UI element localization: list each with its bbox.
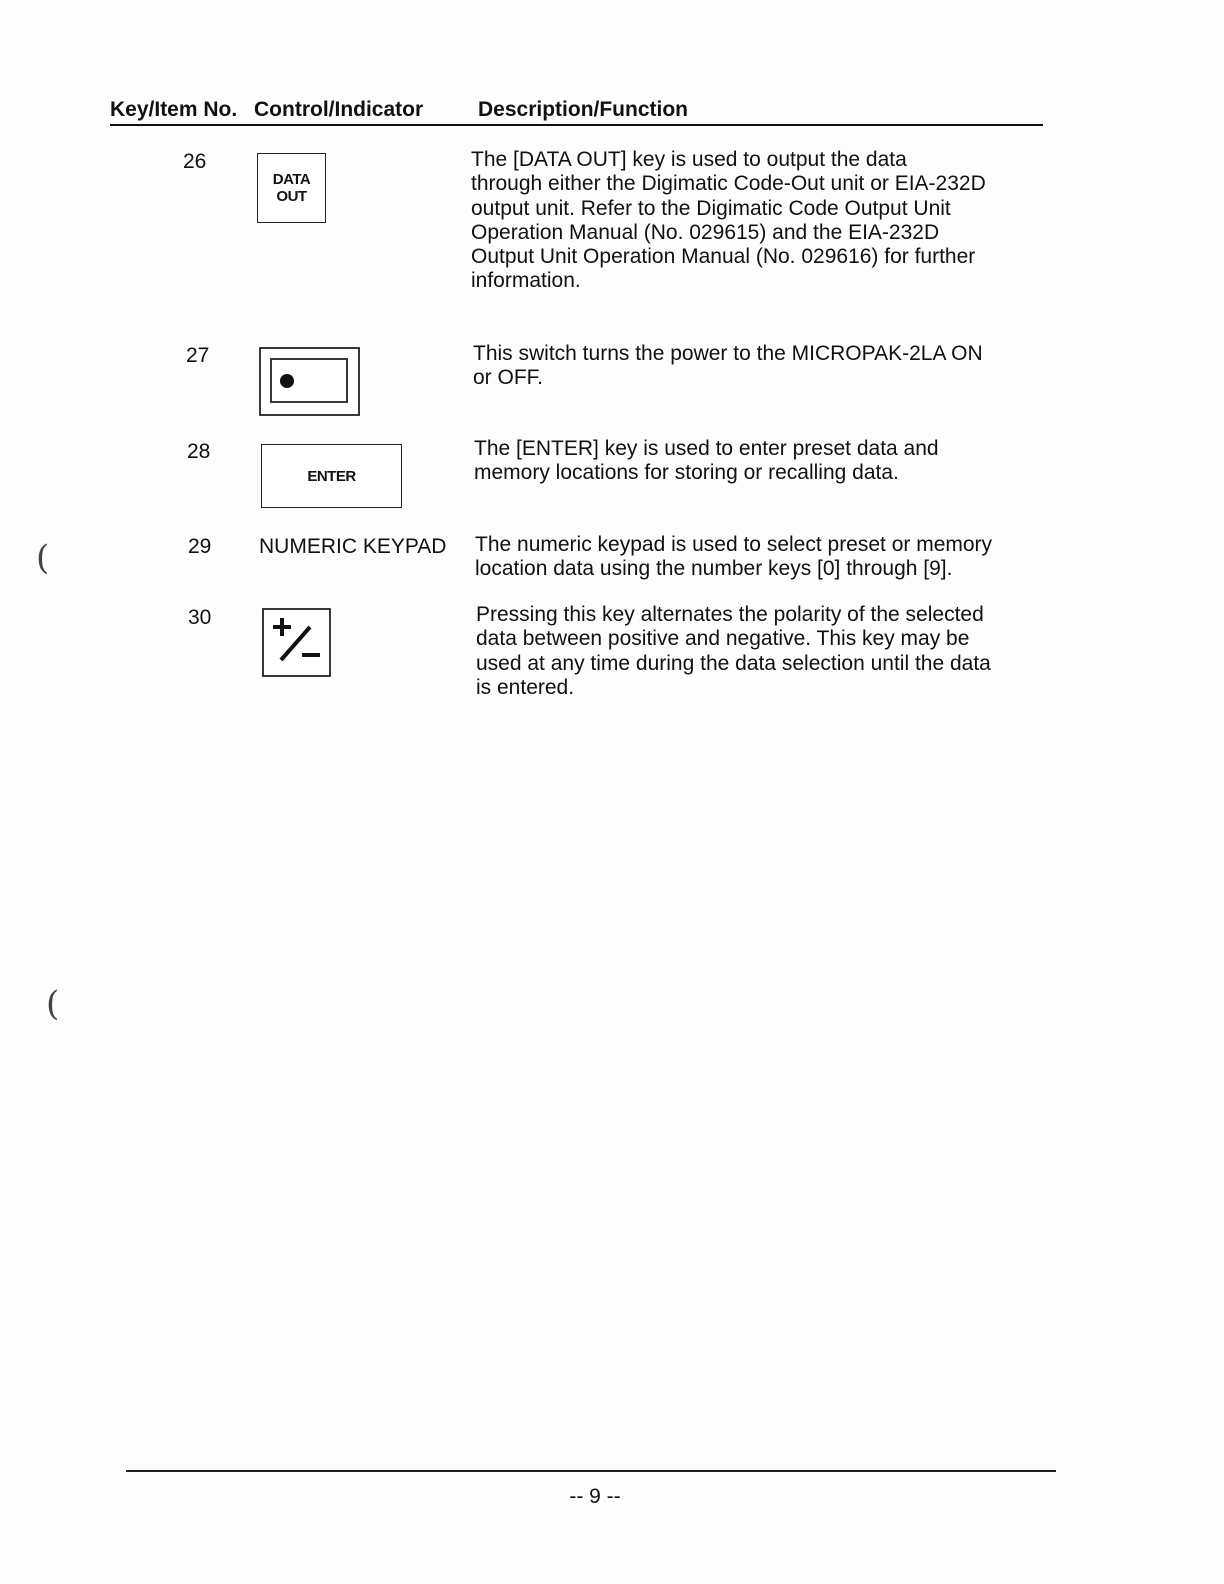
header-rule (110, 124, 1043, 126)
description-line: This switch turns the power to the MICROPAK-2LA ON (473, 342, 983, 365)
description-line: is entered. (476, 675, 575, 699)
description-line: output unit. Refer to the Digimatic Code Output Unit (471, 196, 951, 220)
footer-rule (126, 1470, 1056, 1472)
description-line: The numeric keypad is used to select preset or memory (475, 533, 993, 556)
item-number-26: 26 (183, 150, 207, 173)
data-out-key-label-line1: DATA (272, 171, 311, 188)
description-line: location data using the number keys [0] through [9]. (475, 557, 953, 581)
power-switch-icon (259, 347, 361, 422)
description-line: memory locations for storing or recalling data. (474, 461, 899, 485)
description-line: The [ENTER] key is used to enter preset data and (474, 437, 939, 460)
numeric-keypad-label: NUMERIC KEYPAD (259, 535, 447, 558)
item-number-28: 28 (187, 440, 211, 463)
page-number: -- 9 -- (569, 1485, 621, 1508)
plus-minus-icon (262, 608, 332, 683)
item-number-29: 29 (188, 535, 212, 558)
description-line: Output Unit Operation Manual (No. 029616) for further (471, 245, 976, 269)
header-control-indicator: Control/Indicator (254, 98, 424, 121)
description-line: data between positive and negative. This key may be (476, 627, 970, 651)
description-line: Operation Manual (No. 029615) and the EIA-232D (471, 220, 940, 244)
description-line: The [DATA OUT] key is used to output the data (471, 148, 907, 171)
description-line: Pressing this key alternates the polarity of the selected (476, 603, 984, 626)
description-line: used at any time during the data selection until the data (476, 651, 991, 675)
item-26-description (471, 148, 1051, 294)
item-27-description (473, 342, 1053, 391)
item-29-description (475, 533, 1055, 582)
header-description-function: Description/Function (478, 98, 688, 121)
enter-key-icon (261, 444, 402, 508)
description-line: or OFF. (473, 366, 544, 390)
binder-hole-mark: ( (36, 538, 50, 578)
binder-hole-mark: ( (46, 984, 60, 1024)
data-out-key-icon (257, 153, 326, 223)
data-out-key-label-line2: OUT (276, 188, 307, 205)
description-line: through either the Digimatic Code-Out unit or EIA-232D (471, 172, 986, 196)
item-number-30: 30 (188, 606, 212, 629)
description-line: information. (471, 269, 581, 293)
item-number-27: 27 (186, 344, 210, 367)
header-key-item-no: Key/Item No. (110, 98, 238, 121)
item-30-description (476, 603, 1056, 700)
item-28-description (474, 437, 1054, 486)
enter-key-label: ENTER (307, 468, 356, 485)
